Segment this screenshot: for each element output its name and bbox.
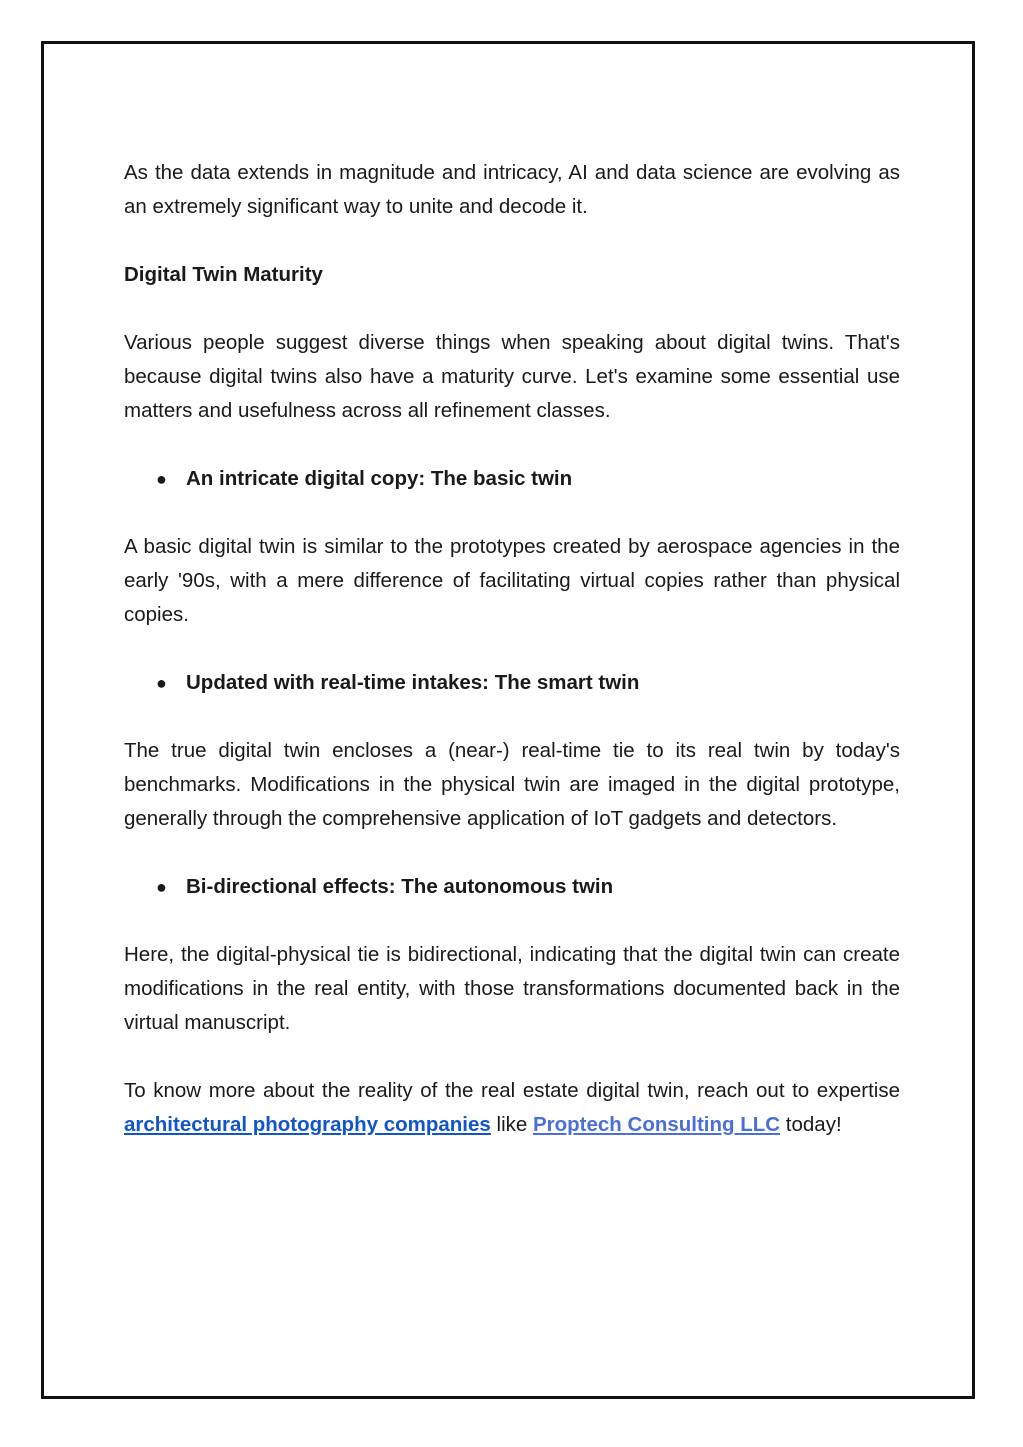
basic-twin-paragraph: A basic digital twin is similar to the prototypes created by aerospace agencies in the early '90s, with a mere difference of facilitating virtual copies rather than physical copies. bbox=[124, 535, 900, 626]
bullet-dot-icon: ● bbox=[156, 673, 167, 693]
closing-paragraph bbox=[124, 1074, 900, 1142]
bullet-label: Updated with real-time intakes: The smart twin bbox=[186, 671, 640, 694]
closing-text-middle: like bbox=[490, 1113, 533, 1136]
closing-text-end: today! bbox=[780, 1113, 842, 1136]
closing-text-start: To know more about the reality of the real estate digital twin, reach out to expertise bbox=[124, 1079, 900, 1102]
bullet-label: Bi-directional effects: The autonomous twin bbox=[186, 875, 614, 898]
bullet-dot-icon: ● bbox=[156, 877, 167, 897]
bullet-basic-twin bbox=[124, 462, 900, 496]
bullet-label: An intricate digital copy: The basic twin bbox=[186, 467, 573, 490]
bullet-smart-twin bbox=[124, 666, 900, 700]
bullet-autonomous-twin bbox=[124, 870, 900, 904]
smart-twin-paragraph: The true digital twin encloses a (near-) real-time tie to its real twin by today's benchmarks. Modifications in the physical twin are imaged in the digital prototype, generally through the comprehensive application of IoT gadgets and detectors. bbox=[124, 739, 900, 830]
intro-paragraph: As the data extends in magnitude and intricacy, AI and data science are evolving as an extremely significant way to unite and decode it. bbox=[124, 161, 900, 218]
maturity-paragraph: Various people suggest diverse things when speaking about digital twins. That's because digital twins also have a maturity curve. Let's examine some essential use matters and usefulness across all refinement classes. bbox=[124, 331, 900, 422]
architectural-photography-link[interactable]: architectural photography companies bbox=[124, 1113, 491, 1136]
bullet-dot-icon: ● bbox=[156, 469, 167, 489]
proptech-consulting-link[interactable]: Proptech Consulting LLC bbox=[532, 1113, 781, 1136]
section-heading: Digital Twin Maturity bbox=[124, 263, 323, 286]
document-content bbox=[124, 156, 900, 1176]
autonomous-twin-paragraph: Here, the digital-physical tie is bidirectional, indicating that the digital twin can create modifications in the real entity, with those transformations documented back in the virtual manuscript. bbox=[124, 943, 900, 1034]
